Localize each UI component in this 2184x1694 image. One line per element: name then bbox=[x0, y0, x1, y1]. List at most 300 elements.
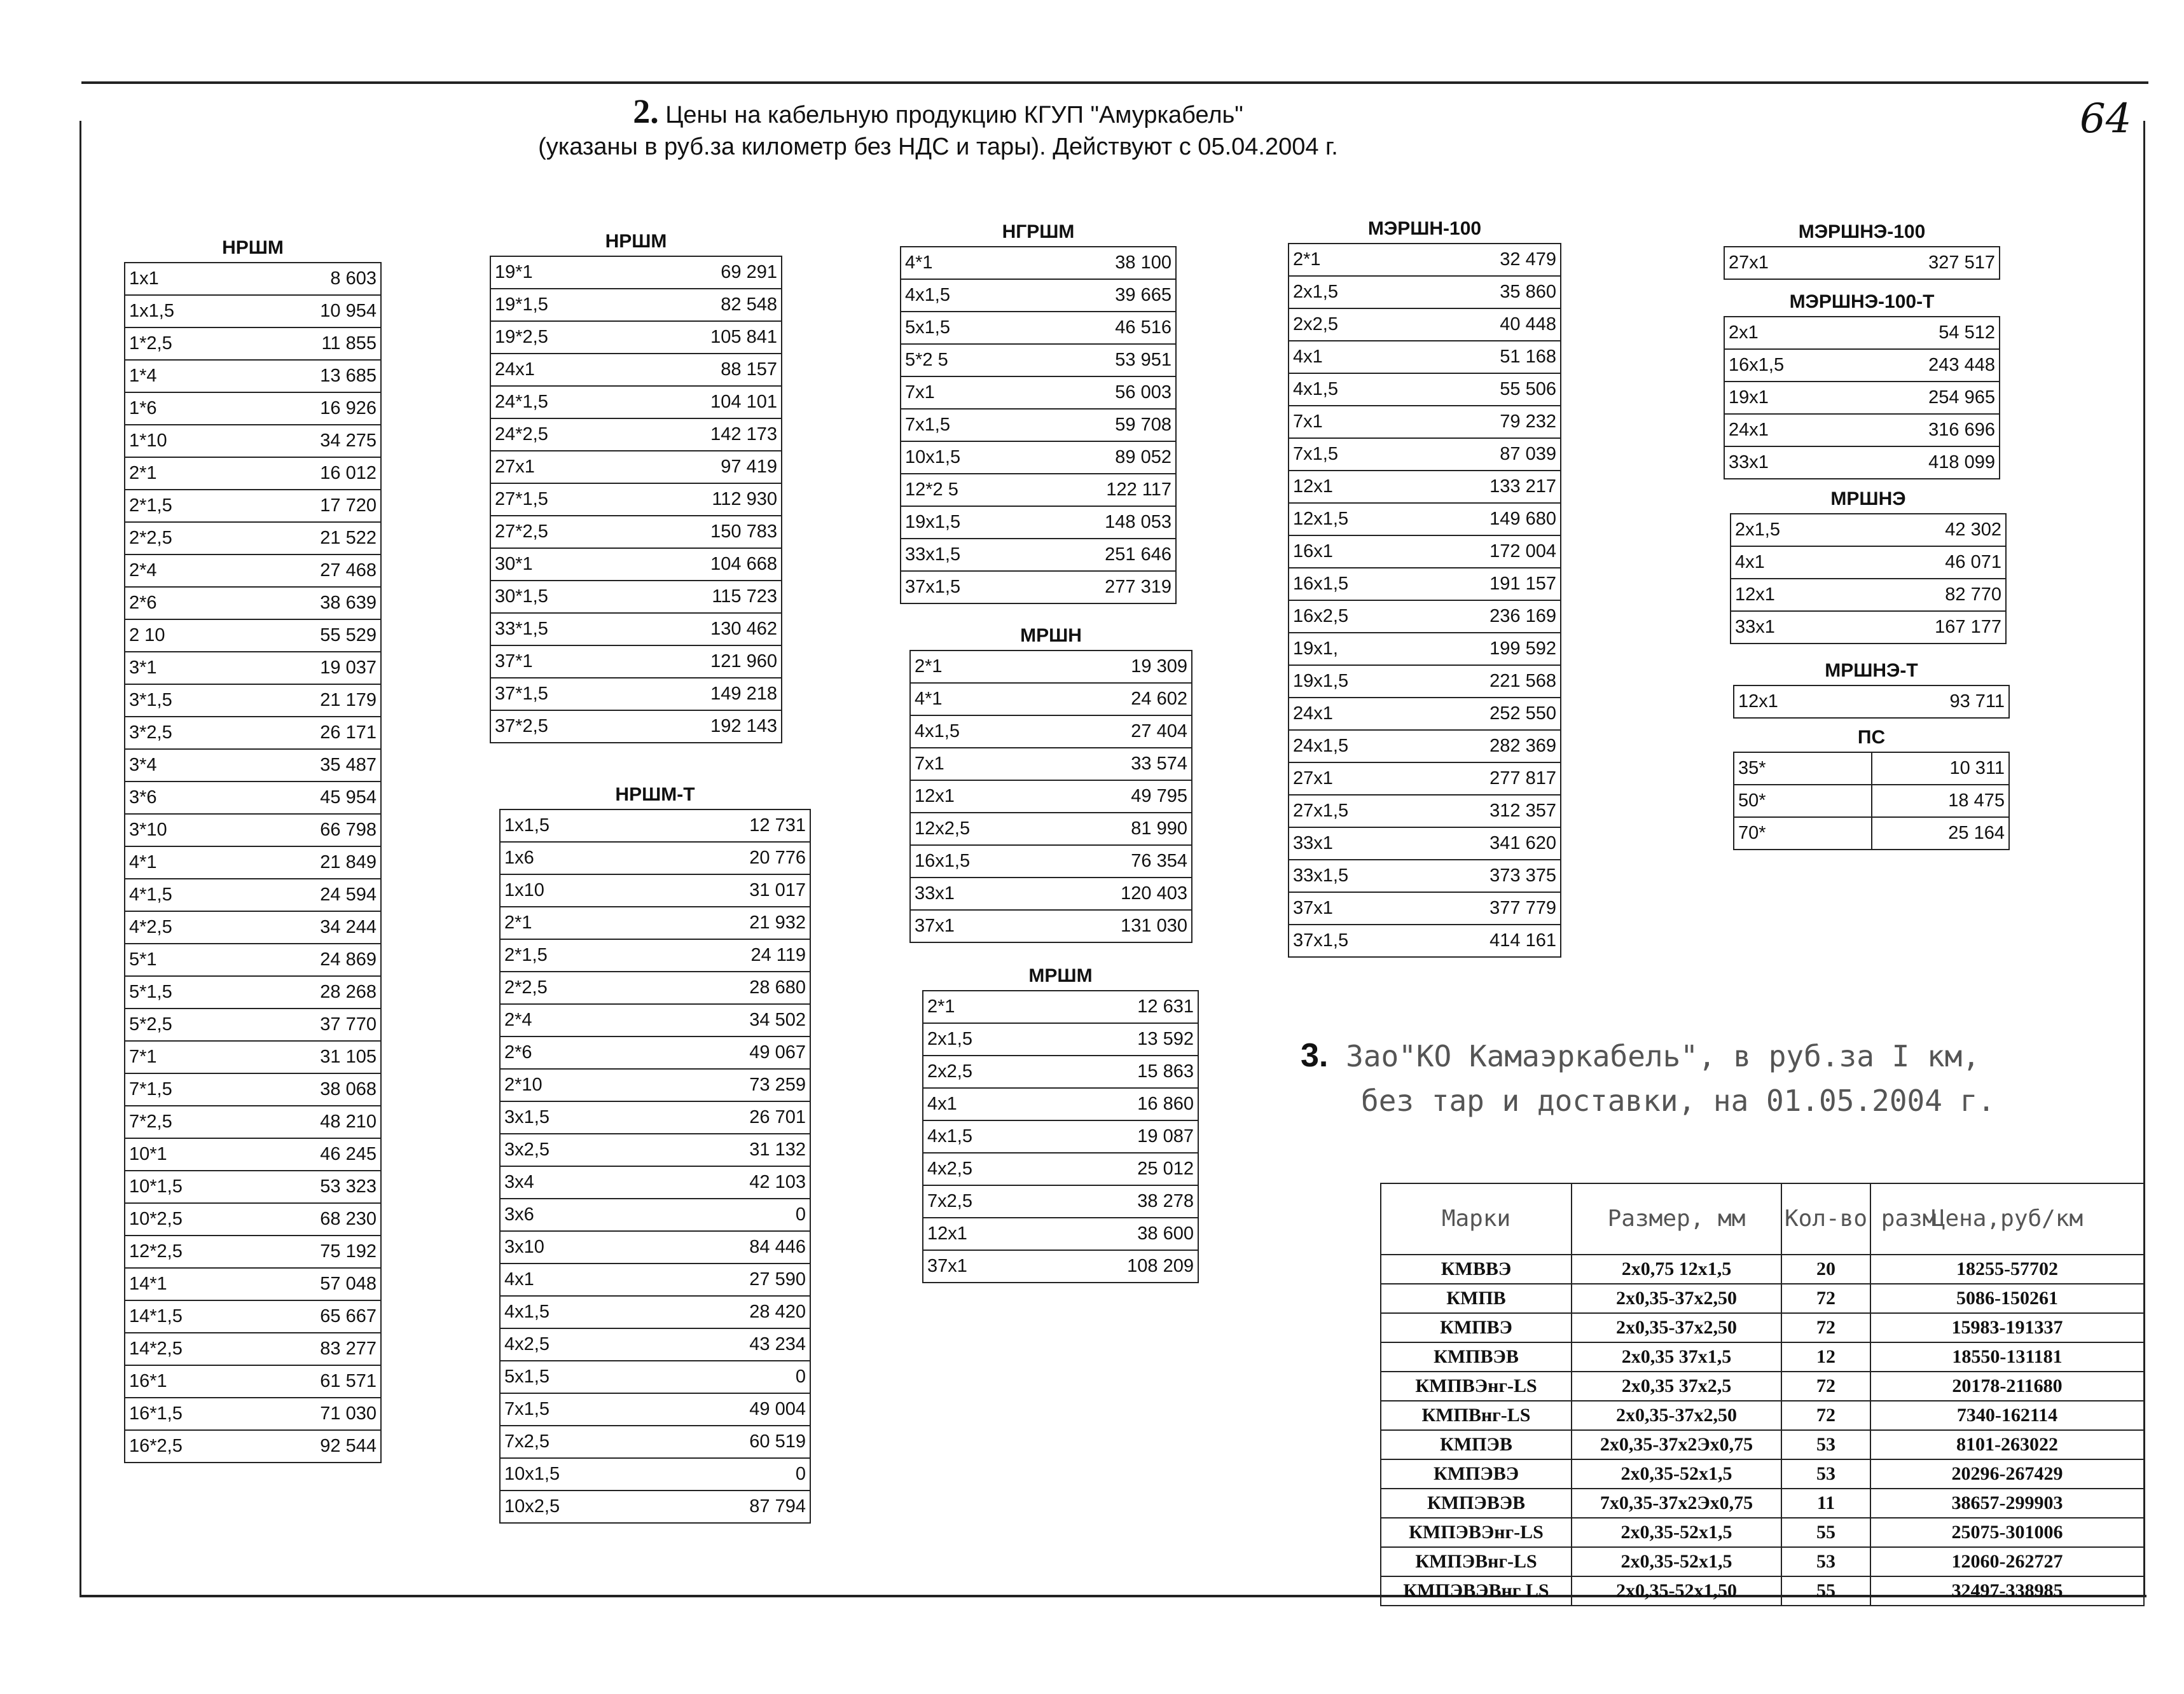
cable-size: 1*2,5 bbox=[125, 327, 253, 360]
count-cell: 55 bbox=[1781, 1518, 1870, 1547]
cable-price: 48 210 bbox=[253, 1106, 382, 1138]
cable-price: 46 516 bbox=[1039, 312, 1177, 344]
table-row bbox=[490, 613, 782, 645]
table-row bbox=[1289, 795, 1561, 827]
cable-size: 37*1,5 bbox=[490, 678, 636, 710]
cable-size: 7x1,5 bbox=[500, 1393, 655, 1426]
cable-price: 31 017 bbox=[655, 874, 810, 907]
cable-size: 5x1,5 bbox=[500, 1361, 655, 1393]
table-row bbox=[923, 1218, 1198, 1250]
cable-price: 149 680 bbox=[1425, 503, 1561, 535]
table-row bbox=[910, 878, 1192, 910]
cable-size: 2*1 bbox=[910, 651, 1051, 683]
cable-price: 0 bbox=[655, 1199, 810, 1231]
cable-size: 24x1,5 bbox=[1289, 730, 1425, 762]
section3-line-2: без тар и доставки, на 01.05.2004 г. bbox=[1361, 1084, 1995, 1118]
cable-price: 76 354 bbox=[1051, 845, 1192, 878]
cable-size: 19*1,5 bbox=[490, 289, 636, 321]
cable-price: 89 052 bbox=[1039, 441, 1177, 474]
cable-price: 12 731 bbox=[655, 809, 810, 842]
cable-size: 5*1 bbox=[125, 944, 253, 976]
table-row bbox=[125, 1073, 381, 1106]
cable-price: 49 067 bbox=[655, 1036, 810, 1069]
table-row bbox=[901, 441, 1176, 474]
table-row bbox=[1731, 514, 2006, 546]
table-heading: МРШН bbox=[1020, 625, 1082, 646]
price-range-cell: 7340-162114 bbox=[1870, 1401, 2144, 1430]
table-row bbox=[1289, 860, 1561, 892]
brand-cell: КМВВЭ bbox=[1381, 1255, 1572, 1284]
cable-price: 88 157 bbox=[636, 354, 782, 386]
cable-price: 55 529 bbox=[253, 619, 382, 652]
cable-size: 12x1 bbox=[1289, 471, 1425, 503]
cable-size: 2*1,5 bbox=[500, 939, 655, 972]
brand-cell: КМПЭВЭВнг LS bbox=[1381, 1576, 1572, 1606]
cable-price: 19 037 bbox=[253, 652, 382, 684]
table-row bbox=[1724, 247, 2000, 279]
title-line-2: (указаны в руб.за километр без НДС и тары). Действуют с 05.04.2004 г. bbox=[538, 134, 1338, 160]
cable-price: 105 841 bbox=[636, 321, 782, 354]
cable-size: 2*1 bbox=[923, 991, 1061, 1023]
table-row bbox=[500, 842, 810, 874]
cable-size: 3*1,5 bbox=[125, 684, 253, 717]
price-range-cell: 18550-131181 bbox=[1870, 1342, 2144, 1372]
table-row bbox=[1289, 600, 1561, 633]
size-cell: 7х0,35-37х2Эх0,75 bbox=[1572, 1489, 1781, 1518]
table-row bbox=[1381, 1372, 2144, 1401]
cable-price: 16 926 bbox=[253, 392, 382, 425]
table-row bbox=[500, 1296, 810, 1328]
cable-size: 24*1,5 bbox=[490, 386, 636, 418]
count-cell: 72 bbox=[1781, 1284, 1870, 1313]
table-row bbox=[125, 846, 381, 879]
cable-price: 130 462 bbox=[636, 613, 782, 645]
table-row bbox=[500, 874, 810, 907]
table-row bbox=[125, 684, 381, 717]
cable-size: 12x1 bbox=[1734, 685, 1872, 718]
cable-size: 4x1,5 bbox=[901, 279, 1039, 312]
table-row bbox=[1731, 579, 2006, 611]
count-cell: 12 bbox=[1781, 1342, 1870, 1372]
price-range-cell: 25075-301006 bbox=[1870, 1518, 2144, 1547]
count-cell: 72 bbox=[1781, 1372, 1870, 1401]
cable-price: 54 512 bbox=[1862, 317, 2000, 349]
cable-price: 104 668 bbox=[636, 548, 782, 581]
cable-size: 19x1,5 bbox=[901, 506, 1039, 539]
cable-price: 341 620 bbox=[1425, 827, 1561, 860]
cable-price: 21 849 bbox=[253, 846, 382, 879]
table-row bbox=[125, 1398, 381, 1430]
cable-size: 24x1 bbox=[490, 354, 636, 386]
cable-size: 19*1 bbox=[490, 256, 636, 289]
cable-size: 2*10 bbox=[500, 1069, 655, 1101]
cable-price: 83 277 bbox=[253, 1333, 382, 1365]
cable-price: 20 776 bbox=[655, 842, 810, 874]
cable-size: 3*6 bbox=[125, 782, 253, 814]
cable-size: 12x1,5 bbox=[1289, 503, 1425, 535]
cable-price: 42 302 bbox=[1869, 514, 2007, 546]
table-row bbox=[901, 571, 1176, 603]
price-table bbox=[1730, 513, 2007, 644]
cable-size: 4*2,5 bbox=[125, 911, 253, 944]
table-row bbox=[125, 879, 381, 911]
cable-price: 55 506 bbox=[1425, 373, 1561, 406]
table-row bbox=[490, 354, 782, 386]
cable-size: 7x1,5 bbox=[1289, 438, 1425, 471]
cable-price: 21 179 bbox=[253, 684, 382, 717]
page-number: 64 bbox=[2080, 95, 2132, 142]
brand-cell: КМПВ bbox=[1381, 1284, 1572, 1313]
table-heading: ПС bbox=[1857, 727, 1886, 748]
table-row bbox=[490, 289, 782, 321]
cable-price: 115 723 bbox=[636, 581, 782, 613]
cable-price: 221 568 bbox=[1425, 665, 1561, 698]
cable-price: 251 646 bbox=[1039, 539, 1177, 571]
cable-size: 14*1,5 bbox=[125, 1300, 253, 1333]
cable-size: 4x1 bbox=[1731, 546, 1869, 579]
table-row bbox=[1381, 1342, 2144, 1372]
cable-size: 3*4 bbox=[125, 749, 253, 782]
price-range-cell: 32497-338985 bbox=[1870, 1576, 2144, 1606]
cable-price: 57 048 bbox=[253, 1268, 382, 1300]
table-row bbox=[125, 1171, 381, 1203]
cable-size: 27x1 bbox=[490, 451, 636, 483]
cable-size: 1x1,5 bbox=[500, 809, 655, 842]
cable-price: 46 245 bbox=[253, 1138, 382, 1171]
price-table bbox=[1724, 246, 2000, 280]
size-cell: 2х0,35-37х2,50 bbox=[1572, 1401, 1781, 1430]
size-cell: 2х0,35-37х2,50 bbox=[1572, 1313, 1781, 1342]
cable-size: 4x2,5 bbox=[923, 1153, 1061, 1185]
cable-price: 312 357 bbox=[1425, 795, 1561, 827]
cable-size: 27x1,5 bbox=[1289, 795, 1425, 827]
table-row bbox=[923, 1056, 1198, 1088]
cable-price: 104 101 bbox=[636, 386, 782, 418]
table-row bbox=[1289, 308, 1561, 341]
cable-price: 172 004 bbox=[1425, 535, 1561, 568]
price-table bbox=[922, 990, 1199, 1283]
cable-price: 133 217 bbox=[1425, 471, 1561, 503]
cable-price: 131 030 bbox=[1051, 910, 1192, 942]
table-row bbox=[1289, 665, 1561, 698]
table-row bbox=[901, 409, 1176, 441]
count-cell: 72 bbox=[1781, 1313, 1870, 1342]
table-heading: МРШНЭ bbox=[1830, 488, 1906, 509]
cable-size: 7*2,5 bbox=[125, 1106, 253, 1138]
table-row bbox=[500, 1101, 810, 1134]
table-row bbox=[1289, 503, 1561, 535]
cable-price: 31 105 bbox=[253, 1041, 382, 1073]
cable-price: 87 039 bbox=[1425, 438, 1561, 471]
cable-price: 10 311 bbox=[1872, 752, 2010, 785]
count-cell: 55 bbox=[1781, 1576, 1870, 1606]
cable-size: 1x1 bbox=[125, 263, 253, 295]
table-row bbox=[910, 845, 1192, 878]
cable-size: 7x2,5 bbox=[923, 1185, 1061, 1218]
cable-price: 43 234 bbox=[655, 1328, 810, 1361]
table-heading: МЭРШНЭ-100 bbox=[1798, 221, 1926, 242]
table-row bbox=[500, 1426, 810, 1458]
table-row bbox=[125, 944, 381, 976]
cable-price: 282 369 bbox=[1425, 730, 1561, 762]
cable-price: 199 592 bbox=[1425, 633, 1561, 665]
cable-price: 0 bbox=[655, 1361, 810, 1393]
cable-size: 37x1 bbox=[1289, 892, 1425, 925]
cable-size: 12*2 5 bbox=[901, 474, 1039, 506]
cable-price: 18 475 bbox=[1872, 785, 2010, 817]
section-number: 2. bbox=[633, 92, 659, 130]
cable-price: 32 479 bbox=[1425, 244, 1561, 276]
cable-price: 53 951 bbox=[1039, 344, 1177, 376]
table-row bbox=[1381, 1459, 2144, 1489]
table-row bbox=[500, 1361, 810, 1393]
cable-price: 254 965 bbox=[1862, 382, 2000, 414]
cable-size: 12x1 bbox=[910, 780, 1051, 813]
cable-price: 108 209 bbox=[1061, 1250, 1199, 1283]
table-row bbox=[1724, 382, 2000, 414]
cable-price: 28 420 bbox=[655, 1296, 810, 1328]
table-heading: НРШМ-Т bbox=[615, 784, 695, 805]
cable-size: 2x1,5 bbox=[1731, 514, 1869, 546]
cable-size: 4*1 bbox=[125, 846, 253, 879]
brand-cell: КМПЭВЭ bbox=[1381, 1459, 1572, 1489]
table-row bbox=[1724, 446, 2000, 479]
table-row bbox=[923, 1120, 1198, 1153]
cable-price: 277 817 bbox=[1425, 762, 1561, 795]
cable-price: 192 143 bbox=[636, 710, 782, 743]
table-row bbox=[500, 1393, 810, 1426]
cable-size: 33x1 bbox=[1731, 611, 1869, 644]
header-marki: Марки bbox=[1381, 1183, 1572, 1255]
cable-price: 53 323 bbox=[253, 1171, 382, 1203]
cable-price: 31 132 bbox=[655, 1134, 810, 1166]
cable-size: 16x1,5 bbox=[1289, 568, 1425, 600]
cable-price: 316 696 bbox=[1862, 414, 2000, 446]
cable-price: 35 860 bbox=[1425, 276, 1561, 308]
table-row bbox=[125, 619, 381, 652]
table-row bbox=[125, 1236, 381, 1268]
count-cell: 11 bbox=[1781, 1489, 1870, 1518]
cable-price: 49 004 bbox=[655, 1393, 810, 1426]
cable-price: 51 168 bbox=[1425, 341, 1561, 373]
cable-price: 37 770 bbox=[253, 1009, 382, 1041]
cable-size: 1x10 bbox=[500, 874, 655, 907]
count-cell: 72 bbox=[1781, 1401, 1870, 1430]
cable-price: 191 157 bbox=[1425, 568, 1561, 600]
table-row bbox=[1381, 1576, 2144, 1606]
cable-size: 16x1 bbox=[1289, 535, 1425, 568]
cable-price: 38 068 bbox=[253, 1073, 382, 1106]
table-row bbox=[1381, 1489, 2144, 1518]
cable-price: 414 161 bbox=[1425, 925, 1561, 957]
cable-size: 16x1,5 bbox=[1724, 349, 1862, 382]
price-table bbox=[909, 650, 1192, 943]
table-heading: МРШМ bbox=[1028, 965, 1093, 986]
cable-size: 2x1,5 bbox=[1289, 276, 1425, 308]
table-row bbox=[1734, 685, 2009, 718]
cable-size: 37*1 bbox=[490, 645, 636, 678]
table-row bbox=[1381, 1401, 2144, 1430]
cable-size: 2*6 bbox=[500, 1036, 655, 1069]
cable-size: 2*1 bbox=[1289, 244, 1425, 276]
cable-size: 4x1,5 bbox=[910, 715, 1051, 748]
cable-price: 26 701 bbox=[655, 1101, 810, 1134]
cable-price: 28 268 bbox=[253, 976, 382, 1009]
cable-price: 40 448 bbox=[1425, 308, 1561, 341]
cable-price: 243 448 bbox=[1862, 349, 2000, 382]
cable-size: 2*4 bbox=[500, 1004, 655, 1036]
cable-price: 327 517 bbox=[1862, 247, 2000, 279]
size-cell: 2х0,35-52х1,5 bbox=[1572, 1459, 1781, 1489]
price-table bbox=[490, 256, 782, 743]
cable-size: 5*2,5 bbox=[125, 1009, 253, 1041]
count-cell: 53 bbox=[1781, 1459, 1870, 1489]
price-table bbox=[900, 246, 1177, 604]
cable-size: 7x2,5 bbox=[500, 1426, 655, 1458]
cable-size: 3x4 bbox=[500, 1166, 655, 1199]
cable-price: 142 173 bbox=[636, 418, 782, 451]
cable-price: 149 218 bbox=[636, 678, 782, 710]
cable-size: 19x1,5 bbox=[1289, 665, 1425, 698]
cable-size: 27*2,5 bbox=[490, 516, 636, 548]
price-range-cell: 18255-57702 bbox=[1870, 1255, 2144, 1284]
brand-cell: КМПВЭнг-LS bbox=[1381, 1372, 1572, 1401]
table-row bbox=[125, 814, 381, 846]
cable-size: 3x1,5 bbox=[500, 1101, 655, 1134]
size-cell: 2х0,35-52х1,50 bbox=[1572, 1576, 1781, 1606]
cable-price: 112 930 bbox=[636, 483, 782, 516]
cable-size: 70* bbox=[1734, 817, 1872, 850]
cable-price: 45 954 bbox=[253, 782, 382, 814]
table-row bbox=[125, 360, 381, 392]
cable-size: 3x2,5 bbox=[500, 1134, 655, 1166]
cable-price: 81 990 bbox=[1051, 813, 1192, 845]
table-heading: НГРШМ bbox=[1002, 221, 1075, 242]
cable-price: 25 164 bbox=[1872, 817, 2010, 850]
table-row bbox=[125, 1365, 381, 1398]
cable-size: 7x1 bbox=[901, 376, 1039, 409]
table-row bbox=[901, 376, 1176, 409]
cable-size: 2*2,5 bbox=[125, 522, 253, 554]
table-row bbox=[910, 715, 1192, 748]
cable-price: 19 087 bbox=[1061, 1120, 1199, 1153]
table-row bbox=[1724, 349, 2000, 382]
cable-size: 50* bbox=[1734, 785, 1872, 817]
cable-size: 33x1 bbox=[910, 878, 1051, 910]
table-row bbox=[490, 710, 782, 743]
table-row bbox=[1724, 414, 2000, 446]
cable-price: 148 053 bbox=[1039, 506, 1177, 539]
cable-size: 33x1 bbox=[1724, 446, 1862, 479]
cable-size: 7*1 bbox=[125, 1041, 253, 1073]
table-row bbox=[1381, 1430, 2144, 1459]
cable-size: 4x1,5 bbox=[923, 1120, 1061, 1153]
title-line-1: Цены на кабельную продукцию КГУП "Амуркабель" bbox=[665, 102, 1243, 128]
brand-cell: КМПЭВЭВ bbox=[1381, 1489, 1572, 1518]
cable-price: 21 932 bbox=[655, 907, 810, 939]
cable-price: 21 522 bbox=[253, 522, 382, 554]
cable-price: 34 502 bbox=[655, 1004, 810, 1036]
table-row bbox=[125, 327, 381, 360]
table-row bbox=[500, 809, 810, 842]
size-cell: 2х0,35 37х2,5 bbox=[1572, 1372, 1781, 1401]
cable-size: 12x1 bbox=[923, 1218, 1061, 1250]
table-heading: МЭРШН-100 bbox=[1367, 218, 1482, 239]
table-row bbox=[125, 911, 381, 944]
cable-size: 10*1,5 bbox=[125, 1171, 253, 1203]
cable-size: 2 10 bbox=[125, 619, 253, 652]
cable-size: 33*1,5 bbox=[490, 613, 636, 645]
cable-size: 24x1 bbox=[1724, 414, 1862, 446]
cable-size: 30*1,5 bbox=[490, 581, 636, 613]
cable-size: 4*1 bbox=[901, 247, 1039, 279]
cable-size: 4x1,5 bbox=[500, 1296, 655, 1328]
table-row bbox=[1381, 1313, 2144, 1342]
cable-price: 252 550 bbox=[1425, 698, 1561, 730]
table-row bbox=[1289, 633, 1561, 665]
table-row bbox=[1381, 1547, 2144, 1576]
cable-size: 16*1 bbox=[125, 1365, 253, 1398]
table-heading: МРШНЭ-Т bbox=[1825, 660, 1918, 681]
cable-size: 3x6 bbox=[500, 1199, 655, 1231]
cable-price: 84 446 bbox=[655, 1231, 810, 1264]
cable-price: 42 103 bbox=[655, 1166, 810, 1199]
cable-price: 373 375 bbox=[1425, 860, 1561, 892]
cable-price: 68 230 bbox=[253, 1203, 382, 1236]
table-row bbox=[125, 392, 381, 425]
cable-size: 5*1,5 bbox=[125, 976, 253, 1009]
table-row bbox=[125, 1106, 381, 1138]
cable-size: 37x1 bbox=[923, 1250, 1061, 1283]
table-row bbox=[901, 506, 1176, 539]
cable-size: 3x10 bbox=[500, 1231, 655, 1264]
cable-price: 65 667 bbox=[253, 1300, 382, 1333]
cable-price: 49 795 bbox=[1051, 780, 1192, 813]
table-row bbox=[910, 651, 1192, 683]
table-row bbox=[500, 1491, 810, 1523]
left-rule bbox=[79, 121, 81, 1596]
size-cell: 2х0,75 12х1,5 bbox=[1572, 1255, 1781, 1284]
table-row bbox=[125, 1430, 381, 1463]
price-range-cell: 38657-299903 bbox=[1870, 1489, 2144, 1518]
cable-size: 16*2,5 bbox=[125, 1430, 253, 1463]
cable-price: 17 720 bbox=[253, 490, 382, 522]
cable-size: 2x1 bbox=[1724, 317, 1862, 349]
table-row bbox=[490, 451, 782, 483]
table-row bbox=[500, 1069, 810, 1101]
table-row bbox=[125, 782, 381, 814]
table-row bbox=[125, 263, 381, 295]
cable-price: 10 954 bbox=[253, 295, 382, 327]
cable-price: 13 592 bbox=[1061, 1023, 1199, 1056]
cable-size: 3*2,5 bbox=[125, 717, 253, 749]
kamaerkabel-header-row bbox=[1381, 1183, 2144, 1255]
cable-size: 19x1, bbox=[1289, 633, 1425, 665]
table-row bbox=[125, 652, 381, 684]
cable-size: 2*2,5 bbox=[500, 972, 655, 1004]
cable-price: 12 631 bbox=[1061, 991, 1199, 1023]
size-cell: 2х0,35-37х2,50 bbox=[1572, 1284, 1781, 1313]
cable-size: 37x1,5 bbox=[1289, 925, 1425, 957]
cable-price: 38 639 bbox=[253, 587, 382, 619]
cable-price: 122 117 bbox=[1039, 474, 1177, 506]
price-range-cell: 8101-263022 bbox=[1870, 1430, 2144, 1459]
cable-size: 2x1,5 bbox=[923, 1023, 1061, 1056]
table-row bbox=[1289, 730, 1561, 762]
table-row bbox=[1289, 471, 1561, 503]
table-row bbox=[500, 972, 810, 1004]
cable-price: 25 012 bbox=[1061, 1153, 1199, 1185]
